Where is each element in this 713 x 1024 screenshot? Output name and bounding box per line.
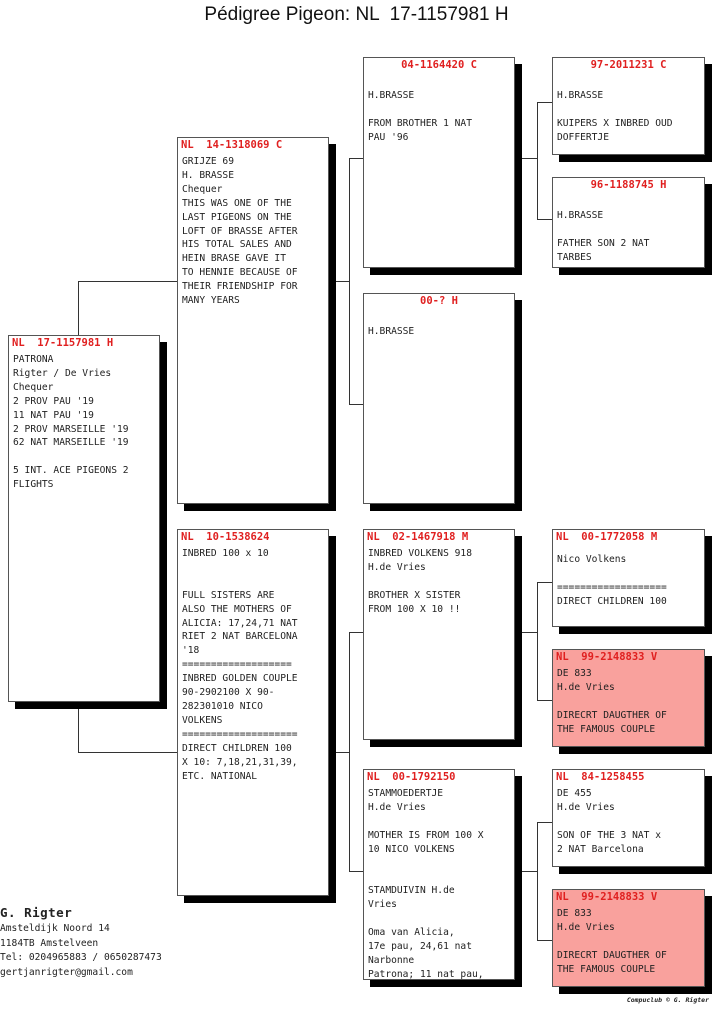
pigeon-details: H.BRASSE KUIPERS X INBRED OUD DOFFERTJE: [557, 90, 673, 143]
pigeon-details: PATRONA Rigter / De Vries Chequer 2 PROV PAU '19 11 NAT PAU '19 2 PROV MARSEILLE '19 62 NAT MARSEILLE '19 5 INT. ACE PIGEONS 2 FLIGHTS: [13, 354, 129, 491]
ring-number: 00-? H: [420, 295, 458, 307]
pigeon-card-sire: [177, 137, 329, 504]
ring-number: NL 02-1467918 M: [367, 531, 469, 543]
ring-number: NL 00-1772058 M: [556, 531, 658, 543]
connector-dd-bottom: [537, 940, 552, 941]
connector-ss-bottom: [537, 219, 552, 220]
pigeon-details: INBRED VOLKENS 918 H.de Vries BROTHER X SISTER FROM 100 X 10 !!: [368, 548, 472, 615]
connector-ds-bottom: [537, 700, 552, 701]
breeder-street: Amsteldijk Noord 14: [0, 923, 110, 934]
pigeon-details: INBRED 100 x 10 FULL SISTERS ARE ALSO THE MOTHERS OF ALICIA: 17,24,71 NAT RIET 2 NAT BARCELONA '18 =================== INBRED GOLDEN COUPLE 90-2902100 X 90- 282301010 NICO VOLKENS ==================== DIRECT CHILDREN 100 X 10: 7,18,21,31,39, ETC. NATIONAL: [182, 548, 298, 782]
pigeon-details: H.BRASSE FATHER SON 2 NAT TARBES: [557, 210, 650, 263]
pigeon-details: STAMMOEDERTJE H.de Vries MOTHER IS FROM 100 X 10 NICO VOLKENS STAMDUIVIN H.de Vries Oma van Alicia, 17e pau, 24,61 nat Narbonne Patrona; 11 nat pau,: [368, 788, 484, 980]
pigeon-card-ss-dam: [552, 177, 705, 268]
pigeon-card-dd-dam: [552, 889, 705, 987]
pigeon-card-dd-sire: [552, 769, 705, 867]
pigeon-details: GRIJZE 69 H. BRASSE Chequer THIS WAS ONE OF THE LAST PIGEONS ON THE LOFT OF BRASSE AFTER HIS TOTAL SALES AND HEIN BRASE GAVE IT TO HENNIE BECAUSE OF THEIR FRIENDSHIP FOR MANY YEARS: [182, 156, 298, 307]
connector-dd-vert: [537, 822, 538, 941]
pigeon-card-dam-sire: [363, 529, 515, 740]
page-title: Pédigree Pigeon: NL 17-1157981 H: [204, 4, 509, 25]
credit-text: Compuclub © G. Rigter: [626, 996, 709, 1004]
ring-number: NL 14-1318069 C: [181, 139, 283, 151]
connector-ss-vert: [537, 102, 538, 220]
connector-ds-top: [537, 582, 552, 583]
connector-ds-vert: [537, 582, 538, 701]
breeder-city: 1184TB Amstelveen: [0, 937, 99, 949]
ring-number: 96-1188745 H: [590, 179, 667, 191]
connector-dam-stem: [329, 752, 349, 753]
connector-ss-top: [537, 102, 552, 103]
connector-subject-dam-h: [78, 752, 178, 753]
breeder-phone: Tel: 0204965883 / 0650287473: [0, 952, 162, 963]
breeder-email: gertjanrigter@gmail.com: [0, 966, 133, 978]
pigeon-card-sire-sire: [363, 57, 515, 268]
pigeon-card-sire-dam: [363, 293, 515, 504]
ring-number: 04-1164420 C: [401, 59, 477, 71]
connector-ds-stem: [515, 632, 537, 633]
pigeon-card-ss-sire: [552, 57, 705, 155]
pigeon-details: DE 833 H.de Vries DIRECRT DAUGTHER OF THE FAMOUS COUPLE: [557, 668, 667, 735]
pigeon-details: H.BRASSE: [368, 326, 415, 337]
ring-number: NL 00-1792150: [367, 771, 456, 783]
connector-ss-stem: [515, 158, 537, 159]
pigeon-details: H.BRASSE FROM BROTHER 1 NAT PAU '96: [368, 90, 472, 143]
ring-number: NL 10-1538624: [181, 531, 270, 543]
connector-subject-sire: [78, 281, 79, 335]
connector-dam-vert: [349, 632, 350, 872]
ring-number: NL 84-1258455: [556, 771, 645, 783]
connector-dam-bottom: [349, 871, 363, 872]
ring-number: 97-2011231 C: [590, 59, 667, 71]
pigeon-card-dam-dam: [363, 769, 515, 980]
ring-number: NL 17-1157981 H: [12, 337, 114, 349]
connector-sire-bottom: [349, 404, 363, 405]
connector-dd-stem: [515, 871, 537, 872]
connector-subject-sire-h: [78, 281, 178, 282]
pigeon-card-ds-dam: [552, 649, 705, 747]
connector-dd-top: [537, 822, 552, 823]
ring-number: NL 99-2148833 V: [556, 651, 658, 663]
connector-sire-top: [349, 158, 363, 159]
connector-sire-stem: [329, 281, 349, 282]
connector-subject-dam: [78, 702, 79, 753]
pigeon-details: DE 455 H.de Vries SON OF THE 3 NAT x 2 NAT Barcelona: [557, 788, 661, 855]
pigeon-details: Nico Volkens =================== DIRECT CHILDREN 100: [557, 554, 667, 607]
pigeon-card-dam: [177, 529, 329, 896]
pigeon-details: DE 833 H.de Vries DIRECRT DAUGTHER OF THE FAMOUS COUPLE: [557, 908, 667, 975]
connector-sire-vert: [349, 158, 350, 405]
connector-dam-top: [349, 632, 363, 633]
ring-number: NL 99-2148833 V: [556, 891, 658, 903]
pigeon-card-ds-sire: [552, 529, 705, 627]
breeder-info: [0, 904, 162, 980]
breeder-name: G. Rigter: [0, 905, 73, 920]
pigeon-card-subject: [8, 335, 160, 702]
